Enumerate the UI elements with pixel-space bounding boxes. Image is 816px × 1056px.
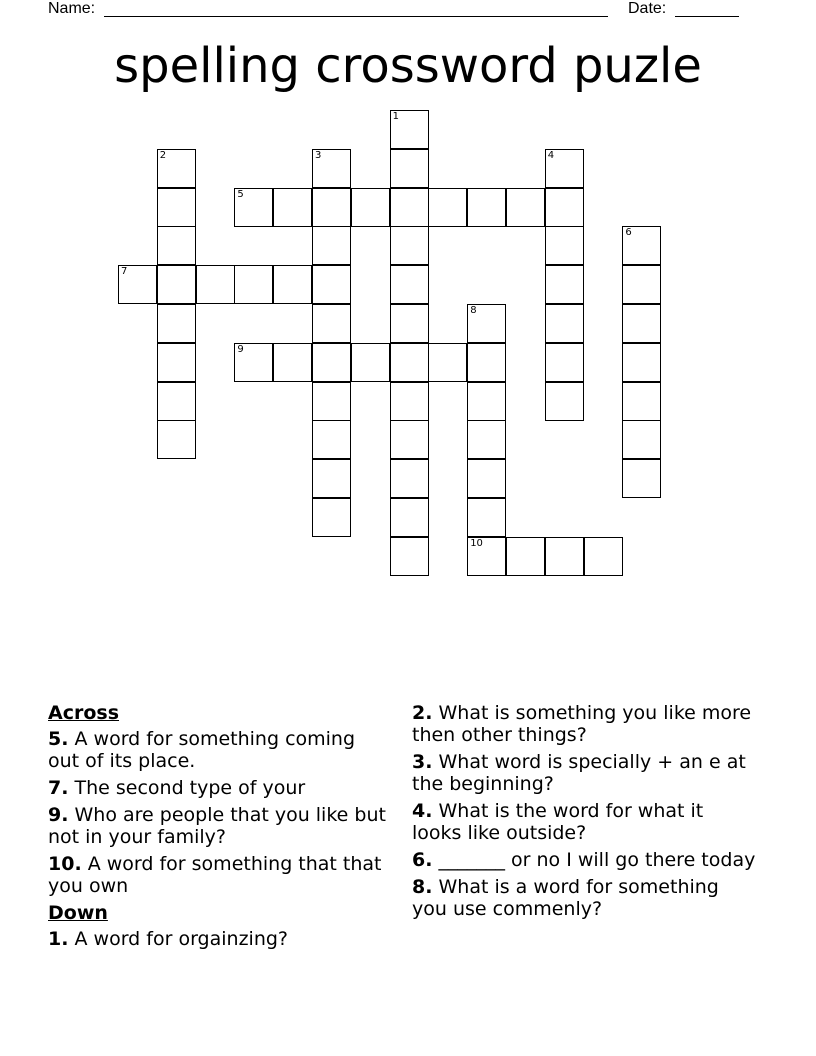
crossword-cell[interactable]: [506, 188, 545, 227]
clues-right-column: [412, 702, 757, 925]
crossword-cell[interactable]: [312, 382, 351, 421]
crossword-cell[interactable]: [157, 188, 196, 227]
page-title: spelling crossword puzle: [114, 38, 702, 94]
cell-number: 7: [121, 266, 128, 278]
crossword-cell[interactable]: [196, 265, 235, 304]
cell-number: 10: [470, 537, 483, 549]
crossword-cell[interactable]: [312, 226, 351, 265]
cell-number: 9: [237, 343, 244, 355]
crossword-cell[interactable]: [234, 188, 273, 227]
clue-across: [48, 804, 388, 848]
clue-down: [412, 702, 757, 746]
down-heading: Down: [48, 902, 108, 924]
clue-down: [412, 751, 757, 795]
clue-number: 5.: [48, 728, 69, 750]
crossword-cell[interactable]: [390, 498, 429, 537]
crossword-cell[interactable]: [312, 420, 351, 459]
clue-text: A word for orgainzing?: [74, 928, 289, 950]
crossword-cell[interactable]: [622, 265, 661, 304]
crossword-cell[interactable]: [622, 420, 661, 459]
name-label: Name:: [48, 0, 96, 17]
clue-text: What is a word for something you use commenly?: [412, 876, 719, 920]
clue-number: 4.: [412, 800, 433, 822]
crossword-cell[interactable]: [157, 304, 196, 343]
crossword-cell[interactable]: [157, 265, 196, 304]
crossword-cell[interactable]: [467, 343, 506, 382]
crossword-cell[interactable]: [545, 188, 584, 227]
crossword-cell[interactable]: [545, 382, 584, 421]
crossword-cell[interactable]: [312, 304, 351, 343]
crossword-cell[interactable]: [390, 382, 429, 421]
crossword-cell[interactable]: [157, 420, 196, 459]
crossword-cell[interactable]: [622, 459, 661, 498]
crossword-cell[interactable]: [390, 537, 429, 576]
clue-number: 10.: [48, 853, 82, 875]
clue-down: [412, 876, 757, 920]
cell-number: 6: [625, 227, 632, 239]
crossword-cell[interactable]: [390, 188, 429, 227]
crossword-cell[interactable]: [584, 537, 623, 576]
crossword-cell[interactable]: [545, 149, 584, 188]
clue-text: Who are people that you like but not in your family?: [48, 804, 386, 848]
crossword-cell[interactable]: [118, 265, 157, 304]
crossword-cell[interactable]: [351, 188, 390, 227]
crossword-cell[interactable]: [390, 459, 429, 498]
crossword-cell[interactable]: [390, 110, 429, 149]
crossword-cell[interactable]: [545, 537, 584, 576]
crossword-cell[interactable]: [467, 537, 506, 576]
date-label: Date:: [628, 0, 667, 17]
date-blank-line: [675, 16, 739, 17]
crossword-cell[interactable]: [622, 382, 661, 421]
crossword-cell[interactable]: [312, 188, 351, 227]
crossword-cell[interactable]: [467, 188, 506, 227]
crossword-cell[interactable]: [312, 265, 351, 304]
crossword-cell[interactable]: [545, 265, 584, 304]
cell-number: 4: [547, 149, 555, 161]
crossword-cell[interactable]: [390, 304, 429, 343]
clue-down: [412, 849, 757, 871]
cell-number: 1: [392, 111, 399, 122]
clue-down: [412, 800, 757, 844]
clue-text: _______ or no I will go there today: [438, 849, 756, 871]
crossword-cell[interactable]: [312, 459, 351, 498]
crossword-cell[interactable]: [312, 343, 351, 382]
crossword-cell[interactable]: [157, 382, 196, 421]
crossword-cell[interactable]: [467, 420, 506, 459]
crossword-cell[interactable]: [273, 343, 312, 382]
crossword-cell[interactable]: [351, 343, 390, 382]
crossword-cell[interactable]: [467, 304, 506, 343]
clue-text: What is the word for what it looks like outside?: [412, 800, 704, 844]
cell-number: 2: [159, 149, 167, 161]
clue-across: [48, 853, 388, 897]
crossword-cell[interactable]: [234, 265, 273, 304]
crossword-cell[interactable]: [545, 343, 584, 382]
across-heading: Across: [48, 702, 120, 724]
crossword-cell[interactable]: [390, 149, 429, 188]
crossword-cell[interactable]: [467, 498, 506, 537]
crossword-cell[interactable]: [622, 304, 661, 343]
name-blank-line: [104, 16, 608, 17]
crossword-cell[interactable]: [390, 226, 429, 265]
crossword-cell[interactable]: [622, 226, 661, 265]
crossword-cell[interactable]: [273, 265, 312, 304]
crossword-cell[interactable]: [467, 382, 506, 421]
clue-text: What is something you like more then other things?: [412, 702, 752, 746]
crossword-cell[interactable]: [545, 226, 584, 265]
crossword-cell[interactable]: [390, 420, 429, 459]
crossword-cell[interactable]: [428, 343, 467, 382]
clue-number: 9.: [48, 804, 69, 826]
clue-number: 7.: [48, 777, 69, 799]
clue-across: [48, 777, 388, 799]
clue-down: [48, 928, 388, 950]
crossword-cell[interactable]: [390, 265, 429, 304]
clue-number: 2.: [412, 702, 433, 724]
crossword-cell[interactable]: [157, 149, 196, 188]
clue-number: 1.: [48, 928, 69, 950]
crossword-cell[interactable]: [428, 188, 467, 227]
clue-number: 8.: [412, 876, 433, 898]
cell-number: 8: [470, 305, 477, 316]
cell-number: 5: [237, 188, 244, 200]
clue-across: [48, 728, 388, 772]
clue-text: A word for something coming out of its place.: [48, 728, 356, 772]
crossword-cell[interactable]: [390, 343, 429, 382]
cell-number: 3: [315, 149, 322, 161]
crossword-cell[interactable]: [622, 343, 661, 382]
crossword-cell[interactable]: [157, 343, 196, 382]
clue-number: 3.: [412, 751, 433, 773]
name-date-header: [0, 0, 816, 20]
clue-number: 6.: [412, 849, 433, 871]
crossword-cell[interactable]: [506, 537, 545, 576]
clue-text: The second type of your: [74, 777, 306, 799]
crossword-cell[interactable]: [467, 459, 506, 498]
crossword-cell[interactable]: [545, 304, 584, 343]
clue-text: A word for something that that you own: [48, 853, 382, 897]
crossword-cell[interactable]: [157, 226, 196, 265]
crossword-cell[interactable]: [234, 343, 273, 382]
crossword-cell[interactable]: [312, 149, 351, 188]
crossword-cell[interactable]: [312, 498, 351, 537]
crossword-cell[interactable]: [273, 188, 312, 227]
clue-text: What word is specially + an e at the beginning?: [412, 751, 746, 795]
clues-left-column: [48, 702, 388, 955]
